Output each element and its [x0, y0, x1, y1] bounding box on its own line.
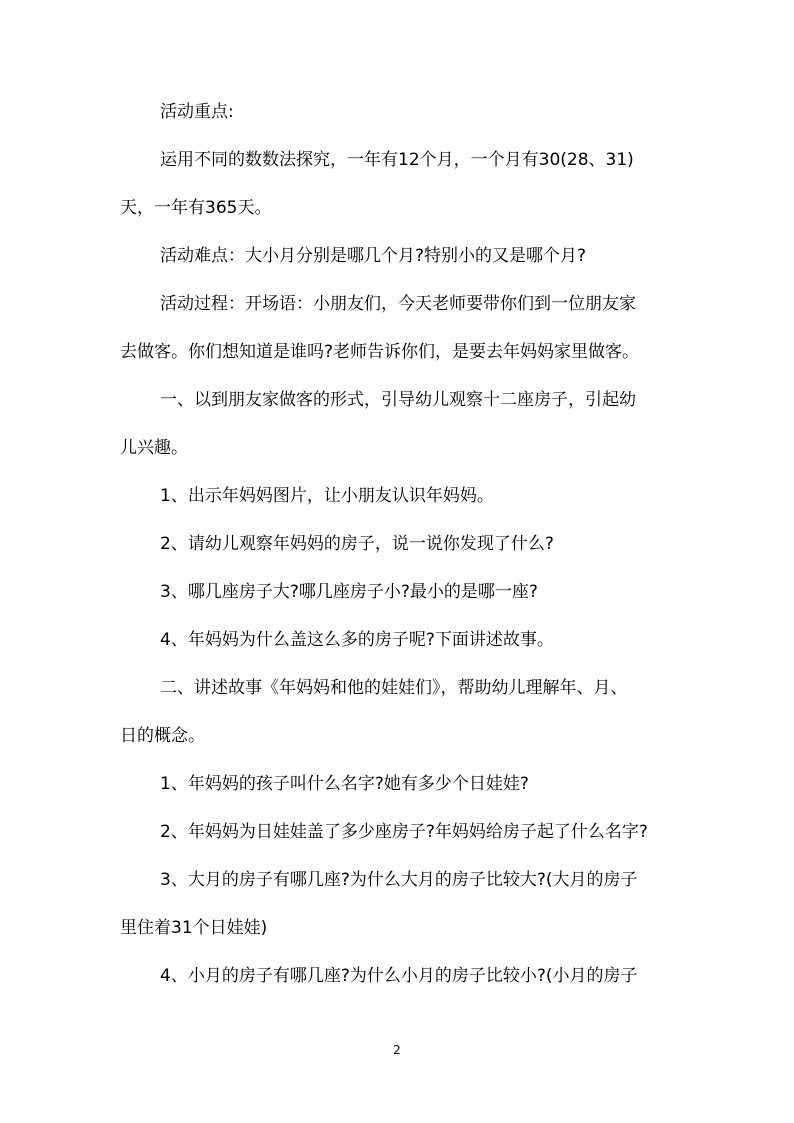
text-line: 2、请幼儿观察年妈妈的房子，说一说你发现了什么? [160, 534, 554, 554]
text-line: 天，一年有365天。 [120, 198, 272, 218]
text-line: 活动难点：大小月分别是哪几个月?特别小的又是哪个月? [160, 246, 587, 266]
text-line: 日的概念。 [120, 726, 205, 746]
text-line: 去做客。你们想知道是谁吗?老师告诉你们，是要去年妈妈家里做客。 [120, 342, 640, 362]
text-line: 4、年妈妈为什么盖这么多的房子呢?下面讲述故事。 [160, 630, 554, 650]
text-line: 3、哪几座房子大?哪几座房子小?最小的是哪一座? [160, 582, 538, 602]
text-line: 活动重点: [160, 102, 234, 122]
text-line: 一、以到朋友家做客的形式，引导幼儿观察十二座房子，引起幼 [160, 390, 636, 410]
text-line: 4、小月的房子有哪几座?为什么小月的房子比较小?(小月的房子 [160, 966, 638, 986]
text-line: 1、年妈妈的孩子叫什么名字?她有多少个日娃娃? [160, 774, 529, 794]
document-body [120, 88, 680, 1000]
text-line: 运用不同的数数法探究，一年有12个月，一个月有30(28、31) [160, 150, 634, 170]
text-line: 儿兴趣。 [120, 438, 188, 458]
text-line: 活动过程：开场语：小朋友们，今天老师要带你们到一位朋友家 [160, 294, 636, 314]
text-line: 3、大月的房子有哪几座?为什么大月的房子比较大?(大月的房子 [160, 870, 638, 890]
text-line: 二、讲述故事《年妈妈和他的娃娃们》，帮助幼儿理解年、月、 [160, 678, 628, 698]
text-line: 2、年妈妈为日娃娃盖了多少座房子?年妈妈给房子起了什么名字? [160, 822, 648, 842]
page-number: 2 [393, 1043, 401, 1057]
text-line: 1、出示年妈妈图片，让小朋友认识年妈妈。 [160, 486, 494, 506]
text-line: 里住着31个日娃娃) [120, 918, 268, 938]
